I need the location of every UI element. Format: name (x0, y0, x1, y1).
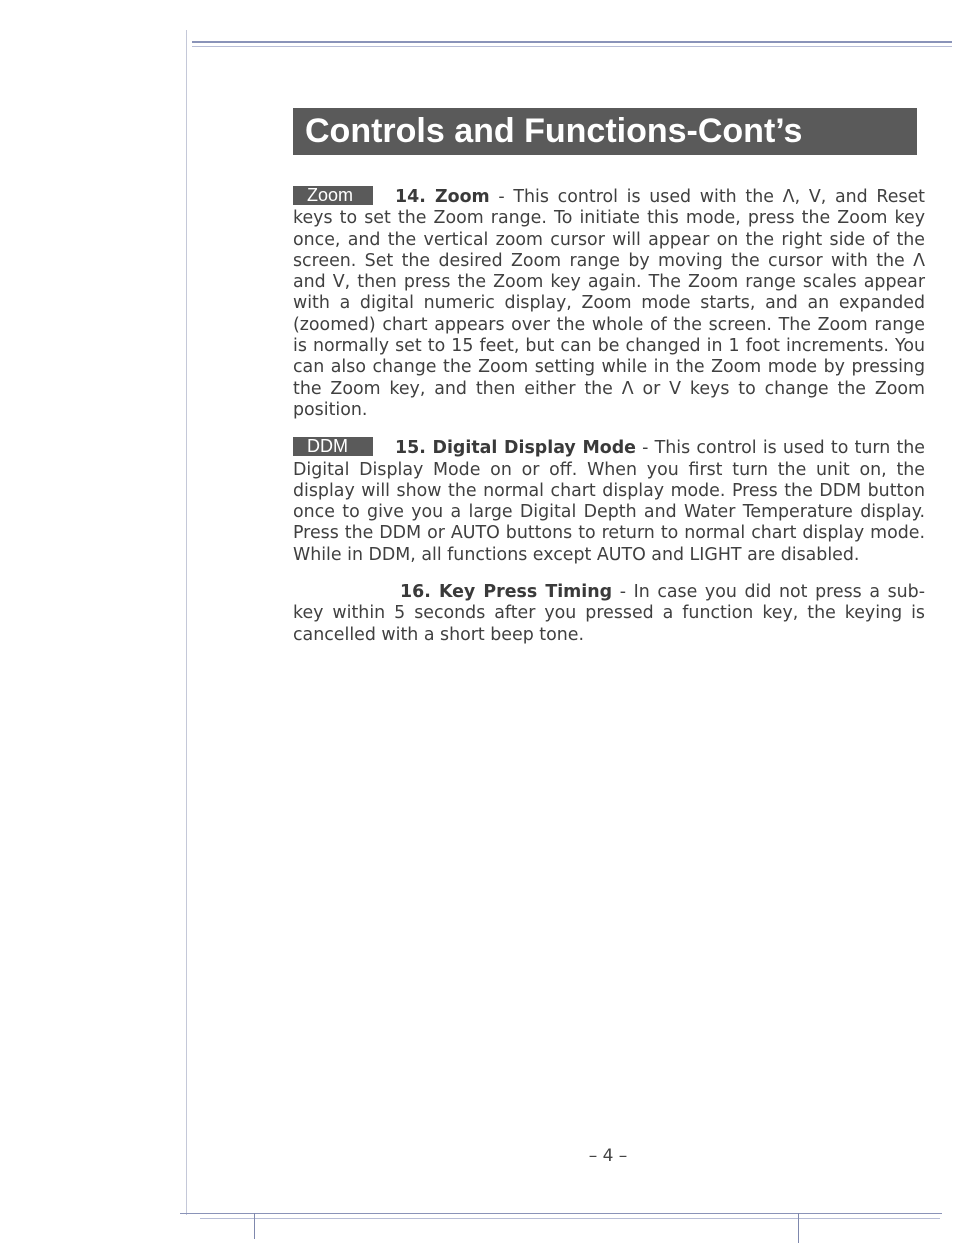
crop-mark-left (254, 1213, 255, 1239)
section-ddm (293, 437, 925, 566)
section-body: - This control is used with the Λ, V, and Reset keys to set the Zoom range. To initiate this mode, press the Zoom key once, and the vertical zoom cursor will appear on the right side of the screen. Set the desired Zoom range by moving the cursor with the Λ and V, then press the Zoom key again. The Zoom range scales appear with a digital numeric display, Zoom mode starts, and an expanded (zoomed) chart appears over the whole of the screen. The Zoom range is normally set to 15 feet, but can be changed in 1 foot increments. You can also change the Zoom setting while in the Zoom mode by pressing the Zoom key, and then either the Λ or V keys to change the Zoom position. (293, 187, 925, 420)
section-heading: 14. Zoom (395, 187, 490, 207)
section-body: - This control is used to turn the Digital Display Mode on or off. When you first turn the unit on, the display will show the normal chart display mode. Press the DDM button once to give you a large Digital Depth and Water Temperature display. Press the DDM or AUTO buttons to return to normal chart display mode. While in DDM, all functions except AUTO and LIGHT are disabled. (293, 438, 925, 565)
crop-mark-right (798, 1213, 799, 1243)
page-title: Controls and Functions-Cont’s (305, 112, 803, 150)
bottom-rule (180, 1213, 942, 1214)
page-number: – 4 – (588, 1146, 628, 1166)
section-zoom (293, 186, 925, 421)
bottom-rule-secondary (200, 1218, 940, 1219)
left-margin-rule (186, 30, 187, 1215)
top-rule (192, 41, 952, 43)
ddm-key-label: DDM (293, 437, 373, 456)
section-heading: 16. Key Press Timing (400, 582, 613, 603)
page-content (293, 186, 925, 646)
zoom-key-label: Zoom (293, 186, 373, 205)
section-key-press-timing (293, 582, 925, 646)
section-title-bar (293, 108, 917, 155)
top-rule-secondary (192, 46, 952, 47)
section-body: - In case you did not press a sub-key within 5 seconds after you pressed a function key, the keying is cancelled with a short beep tone. (293, 582, 925, 645)
section-heading: 15. Digital Display Mode (395, 438, 636, 459)
